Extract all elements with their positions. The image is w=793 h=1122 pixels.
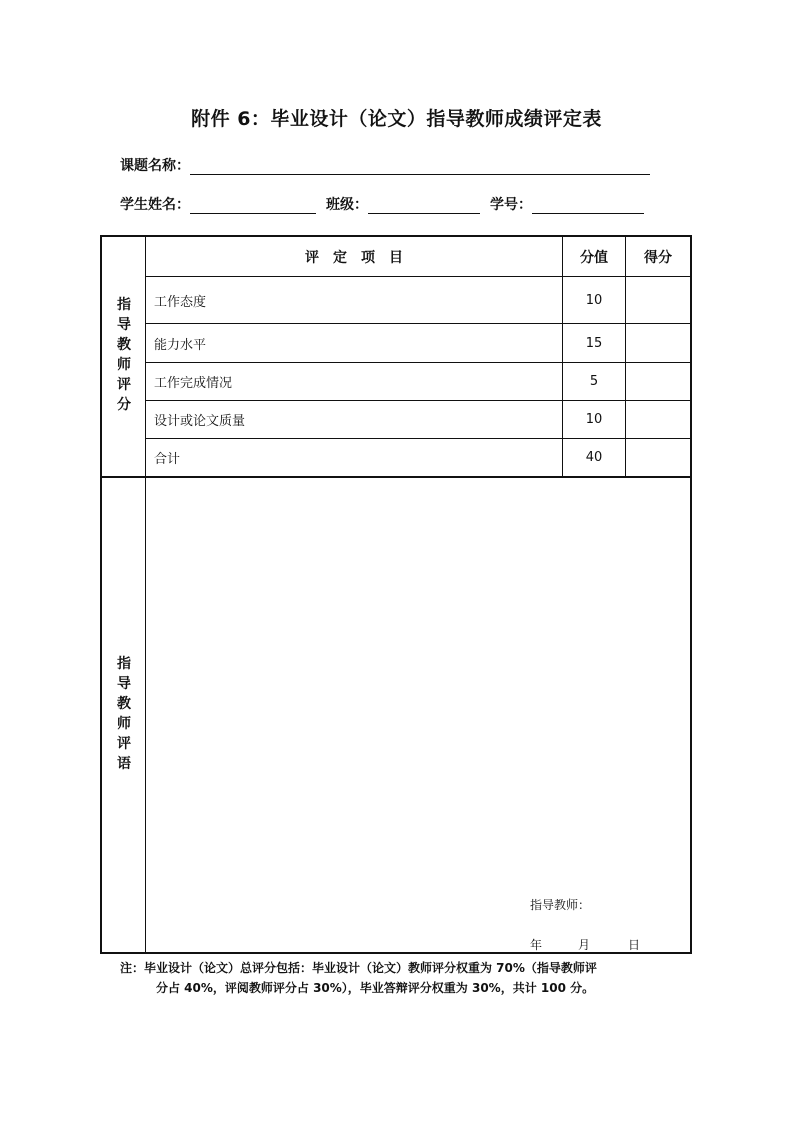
topic-row bbox=[120, 155, 650, 175]
row-item-completion: 工作完成情况 bbox=[154, 376, 233, 391]
date-month-label: 月 bbox=[578, 938, 591, 952]
student-name-field[interactable] bbox=[190, 197, 316, 214]
row-points-ability: 15 bbox=[585, 335, 603, 351]
row-score-attitude[interactable] bbox=[626, 277, 690, 323]
class-label: 班级： bbox=[326, 197, 368, 213]
date-day-label: 日 bbox=[628, 938, 641, 952]
footnote bbox=[120, 958, 680, 998]
score-side-label: 指 导 教 师 评 分 bbox=[117, 297, 131, 413]
student-id-label: 学号： bbox=[490, 197, 532, 213]
comment-side-label: 指 导 教 师 评 语 bbox=[117, 656, 131, 772]
row-score-completion[interactable] bbox=[626, 363, 690, 400]
row-item-quality: 设计或论文质量 bbox=[154, 414, 246, 429]
row-item-attitude: 工作态度 bbox=[154, 294, 207, 310]
topic-label: 课题名称： bbox=[120, 158, 190, 174]
student-id-field[interactable] bbox=[532, 197, 644, 214]
row-points-completion: 5 bbox=[589, 374, 599, 389]
signature-label: 指导教师： bbox=[530, 898, 591, 912]
row-score-total[interactable] bbox=[626, 439, 690, 476]
row-points-attitude: 10 bbox=[585, 292, 603, 308]
page-title: 附件 6：毕业设计（论文）指导教师成绩评定表 bbox=[191, 108, 602, 130]
row-points-quality: 10 bbox=[585, 412, 603, 427]
date-year-label: 年 bbox=[530, 938, 543, 952]
header-points: 分值 bbox=[580, 249, 608, 266]
student-name-label: 学生姓名： bbox=[120, 197, 190, 213]
footnote-line-2: 分占 40%，评阅教师评分占 30%），毕业答辩评分权重为 30%，共计 100 分。 bbox=[156, 981, 595, 995]
row-item-total: 合计 bbox=[154, 452, 181, 467]
topic-field[interactable] bbox=[190, 158, 650, 175]
footnote-line-1: 注：毕业设计（论文）总评分包括：毕业设计（论文）教师评分权重为 70%（指导教师评 bbox=[120, 961, 597, 975]
row-points-total: 40 bbox=[585, 450, 603, 465]
row-score-ability[interactable] bbox=[626, 324, 690, 362]
comment-area[interactable] bbox=[146, 478, 690, 952]
header-item: 评 定 项 目 bbox=[305, 249, 403, 266]
student-info-row bbox=[120, 194, 644, 214]
row-item-ability: 能力水平 bbox=[154, 337, 207, 353]
header-score: 得分 bbox=[644, 249, 672, 266]
evaluation-form bbox=[100, 235, 692, 954]
row-score-quality[interactable] bbox=[626, 401, 690, 438]
class-field[interactable] bbox=[368, 197, 480, 214]
